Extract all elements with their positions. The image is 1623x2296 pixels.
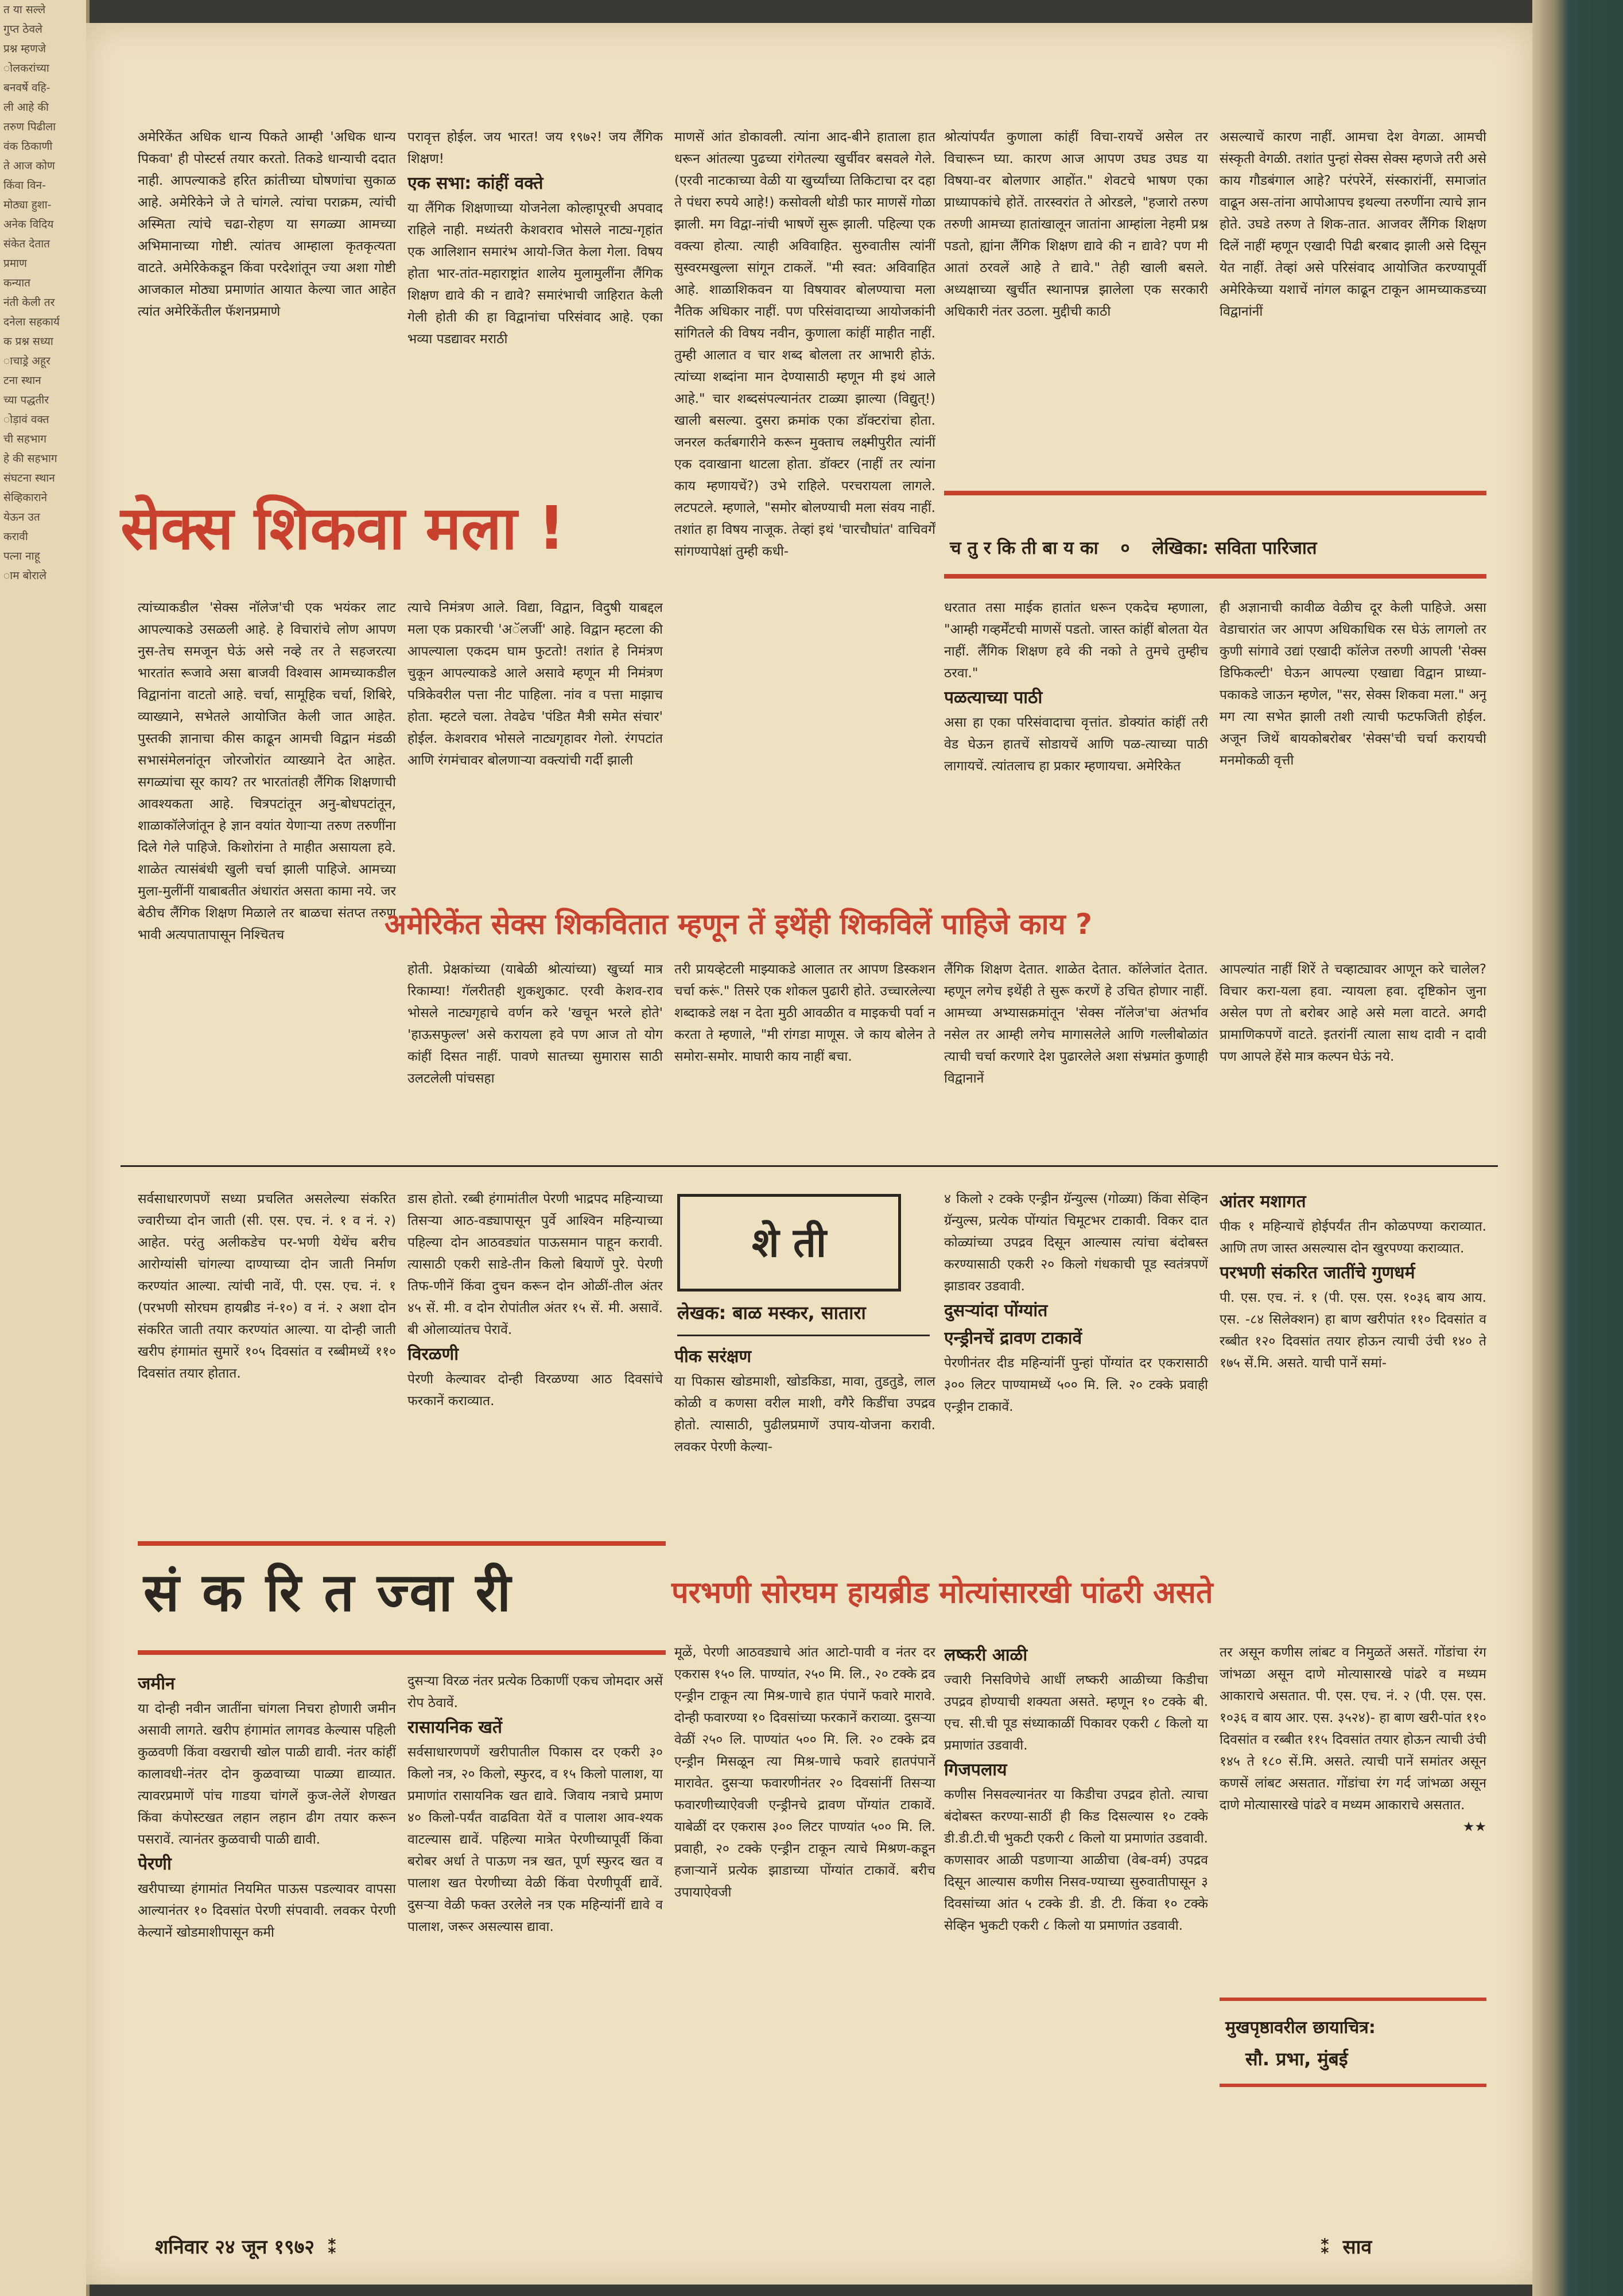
previous-page-strip (0, 0, 90, 2296)
previous-page-line: संकेत देतात (3, 238, 50, 250)
previous-page-line: प्रश्न म्हणजे (3, 42, 46, 55)
a2-col2: डास होतो. रब्बी हंगामांतील पेरणी भाद्रपद महिन्याच्या तिसऱ्या आठ-वड्यापासून पुर्वे आश्विन महिन्याच्या पहिल्या दोन आठवड्यांत पाऊसमान पाहून करावी. त्यासाठी एकरी साडे-तीन किलो बियाणें पुरे. पेरणी तिफ-णीनें किंवा दुचन करून दोन ओळीं-तील अंतर ४५ सें. मी. व दोन रोपांतील अंतर १५ सें. मी. असावें. बी ओलाव्यांतच पेरावें. विरळणी पेरणी केल्यावर दोन्ही विरळण्या आठ दिवसांचे फरकानें कराव्यात. (407, 1192, 663, 1409)
a1-byline: च तु र कि ती बा य का ० लेखिका: सविता पारिजात (950, 538, 1317, 559)
a2-col2-subheading: विरळणी (407, 1344, 459, 1364)
previous-page-line: ची सहभाग (3, 433, 46, 445)
previous-page-line: वंक ठिकाणी (3, 140, 53, 153)
a1-byline-bar-top (944, 491, 1486, 495)
a2-col5-subheading2: परभणी संकरित जातींचे गुणधर्म (1220, 1263, 1415, 1283)
a2-col4-subheading2: एन्ड्रीनचें द्रावण टाकावें (944, 1328, 1082, 1348)
a1-col4b: धरतात तसा माईक हातांत धरून एकदेच म्हणाला, "आम्ही गव्हर्मेंटची माणसें पडतो. जास्त कांहीं बोलता येत नाहीं. लैंगिक शिक्षण हवे की नको ते तुमचे तुम्हीच ठरवा." पळत्याच्या पाठी असा हा एका परिसंवादाचा वृत्तांत. डोक्यांत कांहीं तरी वेड घेऊन हातचें सोडायचें आणि पळ-त्याच्या पाठी लागायचें. त्यांतलाच हा प्रकार म्हणायचा. अमेरिकेत (944, 600, 1208, 774)
previous-page-line: सेव्हिकाराने (3, 491, 48, 504)
previous-page-line: तरुण पिढीला (3, 121, 56, 133)
a1-col1: अमेरिकेंत अधिक धान्य पिकते आम्ही 'अधिक धान्य पिकवा' ही पोस्टर्स तयार करतो. तिकडे धान्याची ददात नाही. आपल्याकडे हरित क्रांतीच्या घोषणांचा सुकाळ आहे. अमेरिकेने जे ते चांगले. त्यांचा पराक्रम, त्यांची अस्मिता त्यांचे चढा-रोहण या सगळ्या आमच्या अभिमानाच्या गोष्टी. त्यांतच आम्हाला कृतकृत्यता वाटते. अमेरिकेकडून किंवा परदेशांतून ज्या अशा गोष्टी आजकाल मोठ्या प्रमाणांत आयात केल्या जात आहेत त्यांत अमेरिकेंतील फॅशनप्रमाणे (138, 130, 396, 319)
previous-page-line: बनवर्षे वहि- (3, 82, 51, 94)
magazine-page (86, 23, 1532, 2285)
a1-headline: सेक्स शिकवा मला ! (121, 493, 565, 563)
previous-page-line: नंती केली तर (3, 296, 55, 309)
previous-page-line: त या सल्ले (3, 3, 46, 16)
cover-credit-bar-bottom (1220, 2084, 1486, 2087)
a2-col4-subheading: दुसऱ्यांदा पोंग्यांत (944, 1301, 1048, 1321)
a2-col3b: मूळें, पेरणी आठवड्याचे आंत आटो-पावी व नंतर दर एकरास १५० लि. पाण्यांत, २५० मि. लि., २० टक्के द्रव एन्ड्रीन टाकून त्या मिश्र-णाचे हात पंपानें फवारे मारावे. दोन्ही फवारण्या १० दिवसांच्या फरकानें कराव्या. दुसऱ्या वेळीं २५० लि. पाण्यांत ५०० मि. लि. २० टक्के द्रव एन्ड्रीन मिसळून त्या मिश्र-णाचे फवारे हातपंपानें मारावेत. दुसऱ्या फवारणीनंतर २० दिवसांनीं तिसऱ्या फवारणीच्याऐवजी एन्ड्रीनचे द्रावण पोंग्यांत टाकावें. याबेळीं दर एकरास ३०० लिटर पाण्यांत ५०० मि. लि. प्रवाही, २० टक्के एन्ड्रीन टाकून त्याचे मिश्रण-कडून हजाऱ्यानें प्रत्येक झाडाच्या पोंग्यांत टाकावें. बरीच उपायाऐवजी (674, 1645, 935, 1900)
cover-credit-name: सौ. प्रभा, मुंबई (1245, 2048, 1348, 2070)
shet-title: शे ती (751, 1219, 826, 1266)
previous-page-line: पत्ना नाहू (3, 550, 40, 563)
a1-col4: श्रोत्यांपर्यंत कुणाला कांहीं विचा-रायचें असेल तर विचारून घ्या. कारण आज आपण उघड उघड या विषया-वर बोलणार आहोंत." शेवटचे भाषण एका प्राध्यापकांचे होतें. तारस्वरांत ते ओरडले, "हजारो तरुण तरुणी आमच्या हातांखालून जातांना आम्हांला नेहमी प्रश्न पडतो, ह्यांना लैंगिक शिक्षण द्यावे की न द्यावे? पण मी आतां ठरवलें आहे ते द्यावे." तेही खाली बसले. अध्यक्षाच्या खुर्चीत स्थानापन्न झालेला एक सरकारी अधिकारी नंतर उठला. मुद्दीची काठी (944, 130, 1208, 319)
a1-col3: माणसें आंत डोकावली. त्यांना आद-बीने हाताला हात धरून आंतल्या पुढच्या रांगेतल्या खुर्चीवर बसवले गेले. (एरवी नाटकाच्या वेळी या खुर्च्यांच्या तिकिटाचा दर दहा ते पंधरा रुपये आहे!) कसोवली थोडी फार माणसें गोळा झाली. मग विद्वा-नांची भाषणें सुरू झाली. पहिल्या एक वक्त्या होत्या. त्याही अविवाहित. सुरुवातीस त्यांनीं सुस्वरमखुल्ला सांगून टाकलें. "मी स्वत: अविवाहित आहे. शाळाशिकवन या विषयावर बोलण्याचा मला नैतिक अधिकार नाहीं. पण परिसंवादाच्या आयोजकांनी सांगितले की विषय नवीन, कुणाला कांहीं माहीत नाहीं. तुम्ही आलात व चार शब्द बोलला तर आभारी होऊं. त्यांच्या शब्दांना मान देण्यासाठी म्हणून मी इथं आले आहे." चार शब्दसंपल्यानंतर टाळ्या झाल्या (विद्युत्!) खाली बसल्या. दुसरा क्रमांक एका डॉक्टरांचा होता. जनरल कर्तबगारीने करून मुक्ताच लक्ष्मीपुरीत त्यांनीं एक दवाखाना थाटला होता. डॉक्टर (नाहीं तर त्यांना काय म्हणायचें?) उभे राहिले. परचरायला लागले. लटपटले. म्हणाले, "समोर बोलण्याची मला संवय नाहीं. तशांत हा विषय नाजूक. तेव्हां इथं 'चारचौघांत' वाचिवर्गें सांगण्यापेक्षां तुम्ही कधी- (674, 130, 935, 559)
a2-col1b: जमीन या दोन्ही नवीन जातींना चांगला निचरा होणारी जमीन असावी लागते. खरीप हंगामांत लागवड केल्यास पहिली कुळवणी किंवा वखराची खोल पाळी द्यावी. नंतर कांहीं कालावधी-नंतर दोन कुळवाच्या पाळ्या द्याव्यात. त्यावरप्रमाणें पांच गाडया चांगलें कुज-लेलें शेणखत किंवा कंपोस्टखत लहान लहान ढीग तयार करून पसरावें. त्यानंतर कुळवाची पाळी द्यावी. पेरणी खरीपाच्या हंगामांत नियमित पाऊस पडल्यावर वापसा आल्यानंतर १० दिवसांत पेरणी संपवावी. लवकर पेरणी केल्यानें खोडमाशीपासून कमी (138, 1670, 396, 2175)
a1-col2c: होती. प्रेक्षकांच्या (याबेळी श्रोत्यांच्या) खुर्च्या मात्र रिकाम्या! गॅलरीतही शुकशुकाट. एरवी केशव-राव भोसले नाट्यगृहाचे वर्णन करे 'खचून भरले होते' 'हाऊसफुल्ल' असे करायला हवे पण आज तो योग कांहीं दिसत नाहीं. पावणे सातच्या सुमारास साठी उलटलेली पांचसहा (407, 962, 663, 1086)
end-stars: ★★ (1462, 1820, 1486, 1835)
a2-col3-subheading: पीक सरंक्षण (674, 1347, 752, 1367)
section-divider (121, 1165, 1498, 1167)
a2-col3: पीक सरंक्षण या पिकास खोडमाशी, खोडकिडा, मावा, तुडतुडे, लाल कोळी व कणसा वरील माशी, वगैरे किडींचा उपद्रव होतो. त्यासाठी, पुढीलप्रमाणें उपाय-योजना करावी. लवकर पेरणी केल्या- (674, 1343, 935, 1527)
cover-credit-label: मुखपृष्ठावरील छायाचित्र: (1225, 2018, 1376, 2038)
a2-col4b: लष्करी आळी ज्वारी निसविणेचे आधीं लष्करी आळीच्या किडीचा उपद्रव होण्याची शक्यता असते. म्हणून १० टक्के बी. एच. सी.ची पूड संध्याकाळीं पिकावर एकरी ८ किलो या प्रमाणांत उडवावी. गिजपलाय कणीस निसवल्यानंतर या किडीचा उपद्रव होतो. त्याचा बंदोबस्त करण्या-साठीं ही किड दिसल्यास १० टक्के डी.डी.टी.ची भुकटी एकरी ८ किलो या प्रमाणांत उडवावी. कणसावर आळी पडणाऱ्या आळीचा (वेब-वर्म) उपद्रव दिसून आल्यास कणीस निसव-ण्याच्या सुरुवातीपासून ३ दिवसांच्या आंत ५ टक्के डी. डी. टी. किंवा १० टक्के सेव्हिन भुकटी एकरी ८ किलो या प्रमाणांत उडवावी. (944, 1642, 1208, 2175)
a2-col1: सर्वसाधारणपणें सध्या प्रचलित असलेल्या संकरित ज्वारीच्या दोन जाती (सी. एस. एच. नं. १ व नं. २) आहेत. परंतु अलीकडेच पर-भणी येथेंच बरीच आरोग्यांसी चांगल्या दाण्याच्या दोन जाती निर्माण करण्यांत आल्या. त्यांची नावें, पी. एस. एच. नं. १ (परभणी सोरघम हायब्रीड नं-१०) व नं. २ अशा दोन संकरित जाती तयार करण्यांत आल्या. या दोन्ही जाती खरीप हंगामांत सुमारें १०५ दिवसांत व रब्बीमध्यें ११० दिवसांत तयार होतात. (138, 1192, 396, 1381)
cover-credit-bar-top (1220, 1998, 1486, 2001)
a1-col3c: तरी प्रायव्हेटली माझ्याकडे आलात तर आपण डिस्कशन चर्चा करूं." तिसरे एक शोकल पुढारी होते. उच्चारलेल्या शब्दाकडे लक्ष न देता मुठी आवळीत व माइकची पर्वा न करता ते म्हणाले, "मी रांगडा माणूस. जे काय बोलेन ते समोरा-समोर. माघारी काय नाहीं बचा. (674, 962, 935, 1064)
a1-subheadline: अमेरिकेंत सेक्स शिकवितात म्हणून तें इथेंही शिकविलें पाहिजे काय ? (385, 907, 1093, 941)
previous-page-line: च्या पद्धतीर (3, 394, 49, 406)
previous-page-text (0, 0, 86, 585)
a2-headline-bar-top (138, 1541, 666, 1546)
previous-page-line: संघटना स्थान (3, 472, 55, 484)
previous-page-line: ाचाड्रे अहूर (3, 355, 51, 367)
a1-col5c: आपल्यांत नाहीं शिरें ते चव्हाट्यावर आणून करे चालेल? विचार करा-यला हवा. न्यायला हवा. दृष्टिकोन जुना असेल पण तो बरोबर आहे असे मला वाटते. अगदी प्रामाणिकपणें वाटते. इतरांनीं त्याला साथ दावी न दावी पण आपले हेंसे मात्र कल्पन घेऊं नये. (1220, 962, 1486, 1064)
a1-col5b: ही अज्ञानाची कावीळ वेळीच दूर केली पाहिजे. असा वेडाचारांत जर आपण अधिकाधिक रस घेऊं लागलो तर कुणी सांगावे उद्यां एखादी कॉलेज तरुणी आपली 'सेक्स डिफिकल्टी' घेऊन आपल्या एखाद्या विद्वान प्राध्या-पकाकडे जाऊन म्हणेल, "सर, सेक्स शिकवा मला." अनू मग त्या सभेत झाली तशी त्याची फटफजिती होईल. अजून जिथें बायकोबरोबर 'सेक्स'ची चर्चा करायची मनमोकळी वृत्ती (1220, 600, 1486, 768)
shet-title-box (677, 1194, 901, 1292)
previous-page-line: ाम बोराले (3, 569, 46, 582)
a2-col2b-subheading: रासायनिक खतें (407, 1717, 503, 1737)
previous-page-line: ोलकरांच्या (3, 62, 49, 75)
footer-section: ⁑ साव (1320, 2236, 1372, 2259)
a1-col4b-subheading: पळत्याच्या पाठी (944, 688, 1043, 708)
previous-page-line: ली आहे की (3, 101, 49, 114)
previous-page-line: मोठ्या हुशा- (3, 199, 52, 211)
shet-author: लेखक: बाळ मस्कर, सातारा (677, 1302, 866, 1324)
a1-byline-bar-bottom (944, 574, 1486, 579)
a1-col4c: लैंगिक शिक्षण देतात. शाळेत देतात. कॉलेजांत देतात. म्हणून लगेच इथेंही ते सुरू करणें हे उचित होणार नाहीं. आमच्या अभ्यासक्रमांतून 'सेक्स नॉलेज'चा अंतर्भाव नसेल तर आम्ही लगेच मागासलेले आणि गल्लीबोळांत त्याची चर्चा करणारे देश पुढारलेले अशा संभ्रमांत कुणाही विद्वानानें (944, 962, 1208, 1086)
a2-col4b-subheading2: गिजपलाय (944, 1760, 1007, 1780)
a2-col1b-subheading2: पेरणी (138, 1854, 172, 1874)
previous-page-line: येऊन उत (3, 511, 40, 523)
previous-page-line: हे की सहभाग (3, 452, 57, 465)
previous-page-line: करावी (3, 530, 28, 543)
a2-col5: आंतर मशागत पीक १ महिन्याचें होईपर्यंत तीन कोळपण्या कराव्यात. आणि तण जास्त असल्यास दोन खुरपण्या कराव्यात. परभणी संकरित जातींचे गुणधर्म पी. एस. एच. नं. १ (पी. एस. एस. १०३६ बाय आय. एस. -८४ सिलेक्शन) हा बाण खरीपांत ११० दिवसांत व रब्बीत १२० दिवसांत तयार होऊन त्याची उंची १४० ते १७५ सें.मि. असते. याची पानें समां- (1220, 1188, 1486, 1533)
previous-page-line: किंवा विन- (3, 179, 46, 192)
previous-page-line: ते आज कोण (3, 160, 55, 172)
previous-page-line: दनेला सहकार्य (3, 316, 60, 328)
a1-col2-subheading: एक सभा: कांहीं वक्ते (407, 173, 543, 193)
a2-col2b: दुसऱ्या विरळ नंतर प्रत्येक ठिकाणीं एकच जोमदार असें रोप ठेवावें. रासायनिक खतें सर्वसाधारणपणें खरीपातील पिकास दर एकरी ३० किलो नत्र, २० किलो, स्फुरद, व १५ किलो पालाश, या प्रमाणांत रासायनिक खत द्यावे. जिवाय नत्राचे प्रमाण ४० किलो-पर्यंत वाढविता येतें व पालाश आव-श्यक वाटल्यास द्यावें. पहिल्या मात्रेत पेरणीच्यापूर्वी किंवा बरोबर अर्धा ते पाऊण नत्र खत, पूर्ण स्फुरद खत व पालाश खत पेरणीच्या वेळी किंवा पेरणीपूर्वी द्यावें. दुसऱ्या वेळी फक्त उरलेले नत्र एक महिन्यांनीं द्यावे व पालाश, जरूर असल्यास द्यावा. (407, 1674, 663, 1934)
a2-col4b-subheading: लष्करी आळी (944, 1645, 1028, 1665)
a1-col2: परावृत्त होईल. जय भारत! जय १९७२! जय लैंगिक शिक्षण! एक सभा: कांहीं वक्ते या लैंगिक शिक्षणाच्या योजनेला कोल्हापूरची अपवाद राहिले नाही. मध्यंतरी केशवराव भोसले नाट्य-गृहांत एक आलिशान समारंभ आयो-जित केला गेला. विषय होता भार-तांत-महाराष्ट्रांत शालेय मुलामुलींना लैंगिक शिक्षण द्यावे की न द्यावे? समारंभाची जाहिरात केली गेली होती की हा विद्वानांचा परिसंवाद आहे. एका भव्या पडद्यावर मराठी (407, 130, 663, 347)
previous-page-line: क प्रश्न सध्या (3, 335, 53, 348)
previous-page-line: अनेक विदिय (3, 218, 54, 231)
a2-headline: सं क रि त ज्वा री (143, 1562, 513, 1623)
a2-col5b: तर असून कणीस लांबट व निमुळतें असतें. गोंडांचा रंग जांभळा असून दाणे मोत्यासारखे पांढरे व मध्यम आकाराचे असतात. पी. एस. एच. नं. २ (पी. एस. एस. १०३६ व बाय आर. एस. ३५२४)- हा बाण खरी-पांत ११० दिवसांत व रब्बीत ११५ दिवसांत तयार होऊन त्याची उंची १४५ ते १८० सें.मि. असते. त्याची पानें समांतर असून कणसें लांबट असतात. गोंडांचा रंग गर्द जांभळा असून दाणे मोत्यासारखे पांढरे व मध्यम आकाराचे असतात. ★★ (1220, 1642, 1486, 1986)
a1-col5: असल्याचें कारण नाहीं. आमचा देश वेगळा. आमची संस्कृती वेगळी. तशांत पुन्हां सेक्स सेक्स म्हणजे तरी असे काय गौडबंगाल आहे? परंपरेनें, संस्कारांनीं, समाजांत वाढून अस-तांना आपोआपच इथल्या तरुणींना त्याचे ज्ञान होते. उघडे तरुण ते शिक-तात. आजवर लैंगिक शिक्षण दिलें नाहीं म्हणून एखादी पिढी बरबाद झाली असे दिसून येत नाहीं. तेव्हां असे परिसंवाद आयोजित करण्यापूर्वी अमेरिकेच्या यशाचें नांगल काढून टाकून आमच्याकडच्या विद्वानांनीं (1220, 130, 1486, 319)
previous-page-line: ोड़ावं वक्त (3, 413, 49, 426)
a2-headline-bar-bottom (138, 1650, 666, 1655)
previous-page-line: कन्यात (3, 277, 30, 289)
a2-col1b-subheading: जमीन (138, 1674, 175, 1694)
a2-col5-subheading: आंतर मशागत (1220, 1192, 1306, 1212)
a1-col1b: त्यांच्याकडील 'सेक्स नॉलेज'ची एक भयंकर लाट आपल्याकडे उसळली आहे. हे विचारांचे लोण आपण नुस-तेच समजून घेऊं असे नव्हे तर ते सहजरत्या भारतांत रूजावे असा बाजवी विश्वास आमच्याकडील विद्वानांना वाटतो आहे. चर्चा, सामूहिक चर्चा, शिबिरे, व्याख्याने, सभेतले आयोजित केली जात आहेत. पुस्तकी ज्ञानाचा कीस काढून आमची विद्वान मंडळी सभासंमेलनांतून जोरजोरांत व्याख्याने देत आहेत. सगळ्यांचा सूर काय? तर भारतांतही लैंगिक शिक्षणाची आवश्यकता आहे. चित्रपटांतून अनु-बोधपटांतून, शाळाकॉलेजांतून हे ज्ञान वयांत येणाऱ्या तरुण तरुणींना दिले गेले पाहिजे. किशोरांना ते माहीत असायला हवे. शाळेत त्यासंबंधी खुली चर्चा झाली पाहिजे. आमच्या मुला-मुलींनीं याबाबतीत अंधारांत असता कामा नये. जर बेठीच लैंगिक शिक्षण मिळाले तर बाळचा संतप्त तरुण भावी अत्यपातापासून निश्चितच (138, 600, 396, 943)
previous-page-line: प्रमाण (3, 257, 27, 270)
footer-date: शनिवार २४ जून १९७२ ⁑ (155, 2236, 337, 2259)
shet-author-rule (677, 1335, 930, 1336)
a2-subheadline: परभणी सोरघम हायब्रीड मोत्यांसारखी पांढरी असते (671, 1576, 1213, 1610)
book-binding (1532, 0, 1623, 2296)
a2-col4: ४ किलो २ टक्के एन्ड्रीन ग्रॅन्युल्स (गोळ्या) किंवा सेव्हिन ग्रॅन्युल्स, प्रत्येक पोंग्यांत चिमूटभर टाकावी. विकर दात कोळ्यांच्या उपद्रव दिसून आल्यास त्यांचा बंदोबस्त करण्यासाठी एकरी २० किलो गंधकाची पूड स्वतंत्रपणें झाडावर उडवावी. दुसऱ्यांदा पोंग्यांत एन्ड्रीनचें द्रावण टाकावें पेरणीनंतर दीड महिन्यांनीं पुन्हां पोंग्यांत दर एकरासाठी ३०० लिटर पाण्यामध्यें ५०० मि. लि. २० टक्के प्रवाही एन्ड्रीन टाकावें. (944, 1192, 1208, 1414)
previous-page-line: टना स्थान (3, 374, 41, 387)
a1-col2b: त्याचे निमंत्रण आले. विद्या, विद्वान, विदुषी याबद्दल मला एक प्रकारची 'अॅलर्जी' आहे. विद्वान म्हटला की आपल्याला एकदम घाम फुटतो! तशांत हे निमंत्रण चुकून आपल्याकडे आले असावे म्हणून मी निमंत्रण पत्रिकेवरील पत्ता नीट पाहिला. नांव व पत्ता माझाच होता. म्हटले चला. तेवढेच 'पंडित मैत्री समेत संचार' होईल. केशवराव भोसले नाट्यगृहावर गेलो. रंगपटांत आणि रंगमंचावर बोलणाऱ्या वक्त्यांची गर्दी झाली (407, 600, 663, 768)
previous-page-line: गुप्त ठेवले (3, 23, 42, 36)
